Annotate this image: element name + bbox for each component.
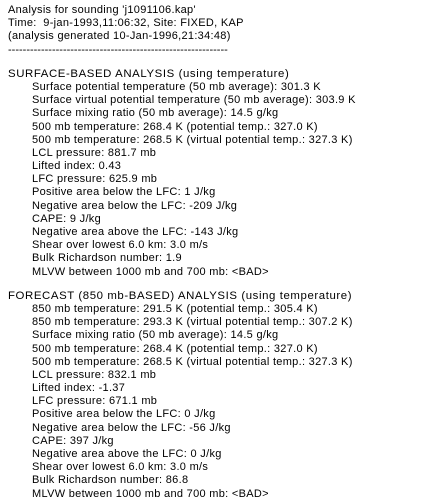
surface-line: Surface mixing ratio (50 mb average): 14.5 g/kg [32, 107, 279, 120]
forecast-line: LFC pressure: 671.1 mb [32, 395, 158, 408]
report-title: Analysis for sounding 'j1091106.kap' [8, 4, 196, 16]
surface-line: Bulk Richardson number: 1.9 [32, 252, 182, 265]
forecast-line: Bulk Richardson number: 86.8 [32, 474, 189, 487]
surface-line: Surface potential temperature (50 mb average): 301.3 K [32, 80, 321, 93]
forecast-line: Lifted index: -1.37 [32, 382, 126, 395]
surface-line: 500 mb temperature: 268.4 K (potential temp.: 327.0 K) [32, 120, 318, 133]
surface-line: CAPE: 9 J/kg [32, 212, 102, 225]
surface-line: Shear over lowest 6.0 km: 3.0 m/s [32, 239, 209, 252]
surface-line: Negative area above the LFC: -143 J/kg [32, 226, 239, 238]
forecast-line: LCL pressure: 832.1 mb [32, 368, 157, 381]
report-divider: ------------------------------------------------------------ [8, 43, 228, 56]
surface-line: LFC pressure: 625.9 mb [32, 173, 158, 186]
surface-line: MLVW between 1000 mb and 700 mb: <BAD> [32, 265, 269, 278]
surface-line: 500 mb temperature: 268.5 K (virtual potential temp.: 327.3 K) [32, 133, 353, 146]
report-time-site: Time: 9-jan-1993,11:06:32, Site: FIXED, KAP [8, 17, 244, 30]
forecast-line: Negative area above the LFC: 0 J/kg [32, 448, 222, 460]
analysis-report [8, 4, 440, 501]
spacer [8, 279, 440, 290]
forecast-line: Surface mixing ratio (50 mb average): 14.5 g/kg [32, 329, 279, 342]
spacer [8, 57, 440, 68]
forecast-line: 500 mb temperature: 268.4 K (potential temp.: 327.0 K) [32, 342, 318, 355]
forecast-line: CAPE: 397 J/kg [32, 434, 114, 447]
forecast-line: 850 mb temperature: 291.5 K (potential temp.: 305.4 K) [32, 302, 318, 315]
surface-section-title: SURFACE-BASED ANALYSIS (using temperature) [8, 67, 290, 80]
forecast-section-title: FORECAST (850 mb-BASED) ANALYSIS (using temperature) [8, 289, 353, 302]
forecast-line: 850 mb temperature: 293.3 K (virtual potential temp.: 307.2 K) [32, 316, 353, 329]
surface-line: Negative area below the LFC: -209 J/kg [32, 199, 238, 212]
surface-line: Lifted index: 0.43 [32, 160, 122, 173]
surface-line: Positive area below the LFC: 1 J/kg [32, 186, 216, 199]
forecast-line: Negative area below the LFC: -56 J/kg [32, 421, 231, 434]
forecast-line: MLVW between 1000 mb and 700 mb: <BAD> [32, 487, 269, 500]
report-generated: (analysis generated 10-Jan-1996,21:34:48) [8, 30, 231, 43]
forecast-line: 500 mb temperature: 268.5 K (virtual potential temp.: 327.3 K) [32, 355, 353, 368]
forecast-line: Shear over lowest 6.0 km: 3.0 m/s [32, 461, 209, 474]
surface-line: LCL pressure: 881.7 mb [32, 146, 157, 159]
surface-line: Surface virtual potential temperature (50 mb average): 303.9 K [32, 94, 356, 107]
forecast-line: Positive area below the LFC: 0 J/kg [32, 408, 216, 421]
